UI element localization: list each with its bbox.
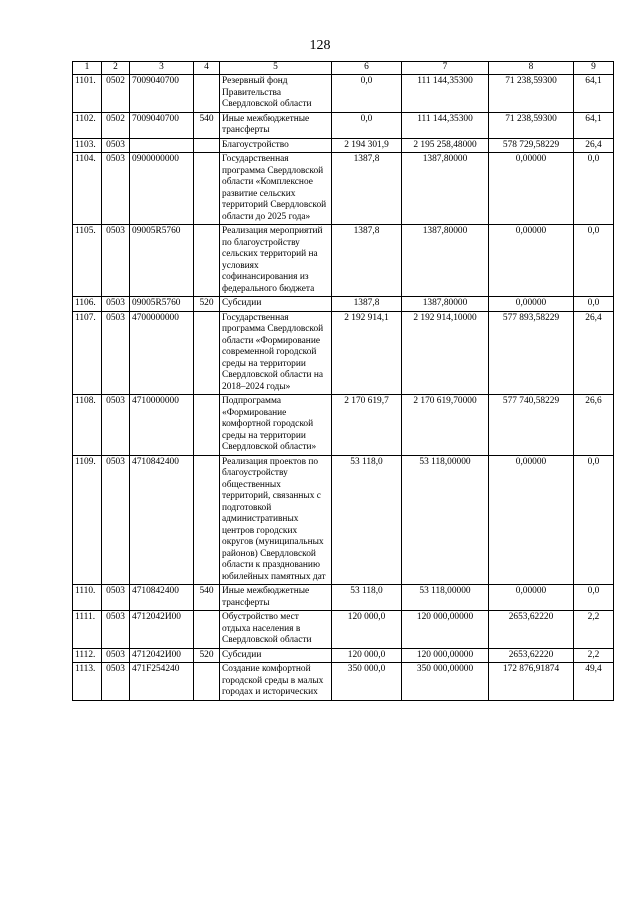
section-code: 0503 [102, 611, 130, 649]
column-header: 4 [194, 62, 220, 75]
table-row [73, 311, 614, 395]
executed-amount: 578 729,58229 [489, 138, 574, 153]
executed-amount: 2653,62220 [489, 648, 574, 663]
execution-percent: 0,0 [574, 153, 614, 225]
expense-type-code [194, 153, 220, 225]
section-code: 0503 [102, 585, 130, 611]
section-code: 0503 [102, 225, 130, 297]
amended-amount: 111 144,35300 [402, 112, 489, 138]
expense-type-code [194, 225, 220, 297]
target-article-code: 4710842400 [130, 585, 194, 611]
execution-percent: 2,2 [574, 611, 614, 649]
execution-percent: 0,0 [574, 455, 614, 585]
expense-type-code [194, 75, 220, 113]
item-name: Создание комфортной городской среды в малых городах и исторических [220, 663, 332, 701]
item-name: Иные межбюджетные трансферты [220, 112, 332, 138]
expense-type-code [194, 663, 220, 701]
target-article-code: 7009040700 [130, 75, 194, 113]
row-number: 1108. [73, 395, 102, 456]
item-name: Иные межбюджетные трансферты [220, 585, 332, 611]
table-row [73, 663, 614, 701]
target-article-code: 4710842400 [130, 455, 194, 585]
expense-type-code [194, 455, 220, 585]
target-article-code: 4700000000 [130, 311, 194, 395]
section-code: 0503 [102, 297, 130, 312]
expense-type-code: 520 [194, 648, 220, 663]
section-code: 0503 [102, 395, 130, 456]
row-number: 1101. [73, 75, 102, 113]
item-name: Государственная программа Свердловской области «Формирование современной городской среды на территории Свердловской области на 2018–2024 годы» [220, 311, 332, 395]
row-number: 1107. [73, 311, 102, 395]
executed-amount: 0,00000 [489, 225, 574, 297]
column-header: 3 [130, 62, 194, 75]
page-number: 128 [309, 38, 331, 53]
amended-amount: 111 144,35300 [402, 75, 489, 113]
table-row [73, 112, 614, 138]
plan-amount: 2 192 914,1 [332, 311, 402, 395]
executed-amount: 71 238,59300 [489, 75, 574, 113]
table-row [73, 455, 614, 585]
item-name: Субсидии [220, 297, 332, 312]
row-number: 1111. [73, 611, 102, 649]
expense-type-code [194, 395, 220, 456]
target-article-code: 09005R5760 [130, 297, 194, 312]
table-row [73, 585, 614, 611]
plan-amount: 120 000,0 [332, 648, 402, 663]
row-number: 1104. [73, 153, 102, 225]
expense-type-code [194, 138, 220, 153]
execution-percent: 0,0 [574, 225, 614, 297]
table-row [73, 395, 614, 456]
column-header: 1 [73, 62, 102, 75]
plan-amount: 0,0 [332, 75, 402, 113]
plan-amount: 1387,8 [332, 297, 402, 312]
executed-amount: 577 740,58229 [489, 395, 574, 456]
table-row [73, 75, 614, 113]
execution-percent: 0,0 [574, 297, 614, 312]
plan-amount: 2 170 619,7 [332, 395, 402, 456]
section-code: 0503 [102, 311, 130, 395]
column-header: 7 [402, 62, 489, 75]
item-name: Реализация проектов по благоустройству общественных территорий, связанных с подготовкой административных центров городских округов (муниципальных районов) Свердловской области к празднованию юбилейных памятных дат [220, 455, 332, 585]
column-header: 6 [332, 62, 402, 75]
column-header: 9 [574, 62, 614, 75]
section-code: 0503 [102, 153, 130, 225]
section-code: 0502 [102, 75, 130, 113]
amended-amount: 1387,80000 [402, 225, 489, 297]
plan-amount: 1387,8 [332, 225, 402, 297]
execution-percent: 26,4 [574, 311, 614, 395]
plan-amount: 1387,8 [332, 153, 402, 225]
executed-amount: 172 876,91874 [489, 663, 574, 701]
row-number: 1105. [73, 225, 102, 297]
amended-amount: 2 195 258,48000 [402, 138, 489, 153]
execution-percent: 49,4 [574, 663, 614, 701]
section-code: 0503 [102, 648, 130, 663]
amended-amount: 1387,80000 [402, 297, 489, 312]
section-code: 0503 [102, 663, 130, 701]
section-code: 0503 [102, 455, 130, 585]
table-row [73, 611, 614, 649]
target-article-code: 4712042И00 [130, 648, 194, 663]
row-number: 1109. [73, 455, 102, 585]
table-row [73, 138, 614, 153]
executed-amount: 577 893,58229 [489, 311, 574, 395]
row-number: 1103. [73, 138, 102, 153]
row-number: 1110. [73, 585, 102, 611]
plan-amount: 0,0 [332, 112, 402, 138]
expense-type-code: 520 [194, 297, 220, 312]
row-number: 1113. [73, 663, 102, 701]
header-row [73, 62, 614, 75]
amended-amount: 53 118,00000 [402, 455, 489, 585]
amended-amount: 2 170 619,70000 [402, 395, 489, 456]
executed-amount: 0,00000 [489, 585, 574, 611]
budget-table [72, 61, 614, 701]
expense-type-code: 540 [194, 585, 220, 611]
plan-amount: 2 194 301,9 [332, 138, 402, 153]
item-name: Реализация мероприятий по благоустройству сельских территорий на условиях софинансирования из федерального бюджета [220, 225, 332, 297]
amended-amount: 120 000,00000 [402, 648, 489, 663]
executed-amount: 2653,62220 [489, 611, 574, 649]
expense-type-code [194, 611, 220, 649]
target-article-code: 4712042И00 [130, 611, 194, 649]
execution-percent: 26,4 [574, 138, 614, 153]
plan-amount: 53 118,0 [332, 455, 402, 585]
amended-amount: 2 192 914,10000 [402, 311, 489, 395]
execution-percent: 64,1 [574, 75, 614, 113]
executed-amount: 0,00000 [489, 455, 574, 585]
execution-percent: 64,1 [574, 112, 614, 138]
target-article-code: 471F254240 [130, 663, 194, 701]
amended-amount: 350 000,00000 [402, 663, 489, 701]
section-code: 0503 [102, 138, 130, 153]
execution-percent: 0,0 [574, 585, 614, 611]
plan-amount: 53 118,0 [332, 585, 402, 611]
target-article-code: 0900000000 [130, 153, 194, 225]
table-row [73, 297, 614, 312]
table-row [73, 225, 614, 297]
execution-percent: 26,6 [574, 395, 614, 456]
amended-amount: 53 118,00000 [402, 585, 489, 611]
item-name: Подпрограмма «Формирование комфортной городской среды на территории Свердловской области» [220, 395, 332, 456]
execution-percent: 2,2 [574, 648, 614, 663]
item-name: Резервный фонд Правительства Свердловской области [220, 75, 332, 113]
item-name: Обустройство мест отдыха населения в Свердловской области [220, 611, 332, 649]
expense-type-code: 540 [194, 112, 220, 138]
plan-amount: 350 000,0 [332, 663, 402, 701]
column-header: 2 [102, 62, 130, 75]
expense-type-code [194, 311, 220, 395]
section-code: 0502 [102, 112, 130, 138]
item-name: Субсидии [220, 648, 332, 663]
executed-amount: 0,00000 [489, 153, 574, 225]
table-row [73, 648, 614, 663]
row-number: 1102. [73, 112, 102, 138]
executed-amount: 0,00000 [489, 297, 574, 312]
amended-amount: 120 000,00000 [402, 611, 489, 649]
plan-amount: 120 000,0 [332, 611, 402, 649]
amended-amount: 1387,80000 [402, 153, 489, 225]
target-article-code: 7009040700 [130, 112, 194, 138]
target-article-code [130, 138, 194, 153]
executed-amount: 71 238,59300 [489, 112, 574, 138]
column-header: 8 [489, 62, 574, 75]
row-number: 1112. [73, 648, 102, 663]
target-article-code: 4710000000 [130, 395, 194, 456]
target-article-code: 09005R5760 [130, 225, 194, 297]
item-name: Благоустройство [220, 138, 332, 153]
column-header: 5 [220, 62, 332, 75]
row-number: 1106. [73, 297, 102, 312]
table-row [73, 153, 614, 225]
item-name: Государственная программа Свердловской области «Комплексное развитие сельских территорий Свердловской области до 2025 года» [220, 153, 332, 225]
